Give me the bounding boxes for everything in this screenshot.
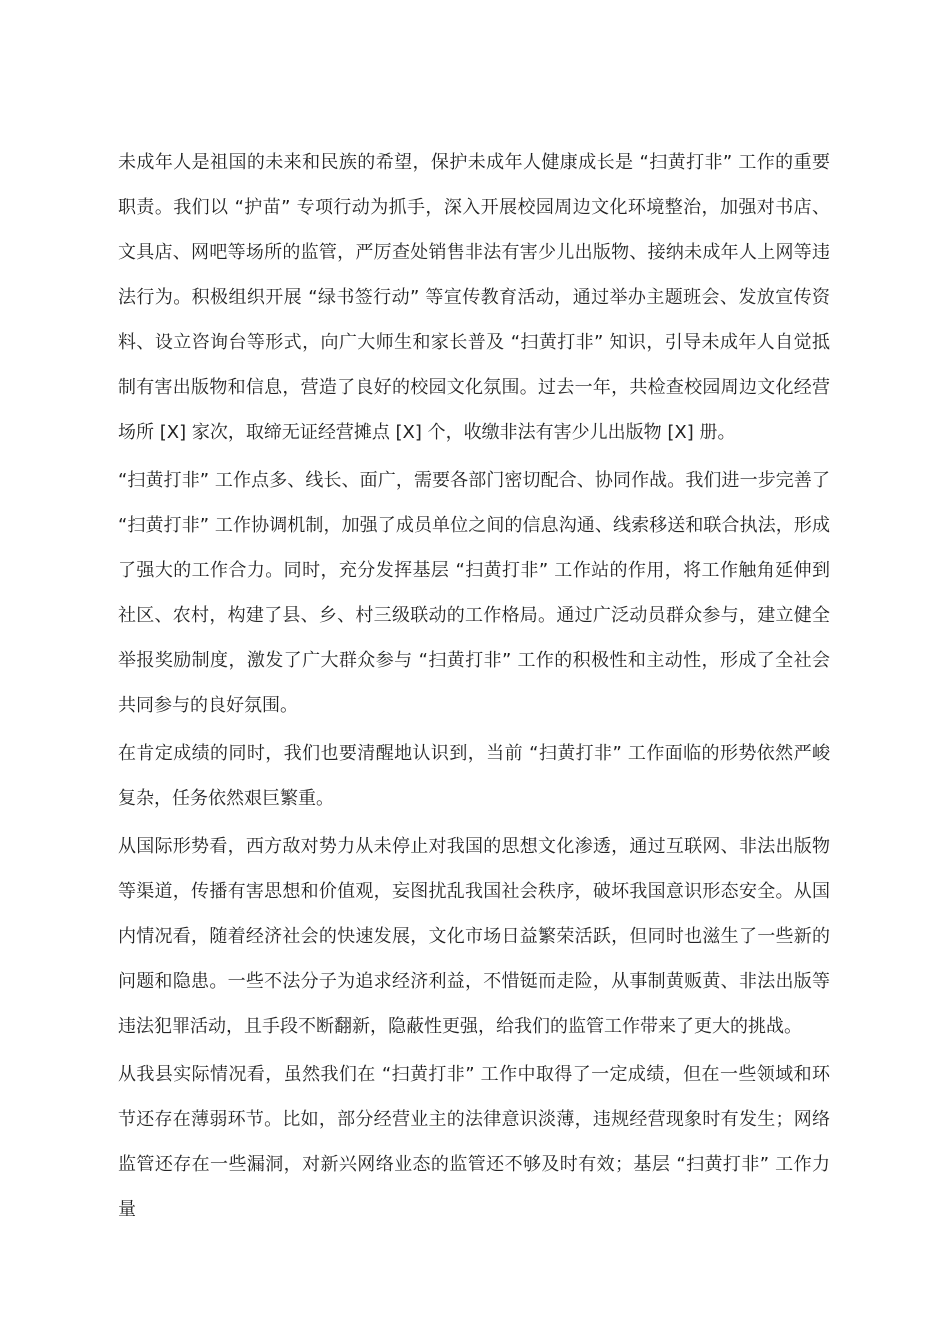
paragraph-international-domestic: 从国际形势看，西方敌对势力从未停止对我国的思想文化渗透，通过互联网、非法出版物等渠道，传播有害思想和价值观，妄图扰乱我国社会秩序，破坏我国意识形态安全。从国内情况看，随着经济社会的快速发展，文化市场日益繁荣活跃，但同时也滋生了一些新的问题和隐患。一些不法分子为追求经济利益，不惜铤而走险，从事制黄贩黄、非法出版等违法犯罪活动，且手段不断翻新，隐蔽性更强，给我们的监管工作带来了更大的挑战。: [118, 836, 830, 1037]
paragraph-minors-protection: 未成年人是祖国的未来和民族的希望，保护未成年人健康成长是 “扫黄打非” 工作的重要职责。我们以 “护苗” 专项行动为抓手，深入开展校园周边文化环境整治，加强对书店、文具店、网吧等场所的监管，严厉查处销售非法有害少儿出版物、接纳未成年人上网等违法行为。积极组织开展 “绿书签行动” 等宣传教育活动，通过举办主题班会、发放宣传资料、设立咨询台等形式，向广大师生和家长普及 “扫黄打非” 知识，引导未成年人自觉抵制有害出版物和信息，营造了良好的校园文化氛围。过去一年，共检查校园周边文化经营场所 [X] 家次，取缔无证经营摊点 [X] 个，收缴非法有害少儿出版物 [X] 册。: [118, 152, 830, 443]
paragraph-coordination: “扫黄打非” 工作点多、线长、面广，需要各部门密切配合、协同作战。我们进一步完善了 “扫黄打非” 工作协调机制，加强了成员单位之间的信息沟通、线索移送和联合执法，形成了强大的工作合力。同时，充分发挥基层 “扫黄打非” 工作站的作用，将工作触角延伸到社区、农村，构建了县、乡、村三级联动的工作格局。通过广泛动员群众参与，建立健全举报奖励制度，激发了广大群众参与 “扫黄打非” 工作的积极性和主动性，形成了全社会共同参与的良好氛围。: [118, 470, 830, 716]
paragraph-situation: 在肯定成绩的同时，我们也要清醒地认识到，当前 “扫黄打非” 工作面临的形势依然严峻复杂，任务依然艰巨繁重。: [118, 743, 830, 809]
paragraph-county-situation: 从我县实际情况看，虽然我们在 “扫黄打非” 工作中取得了一定成绩，但在一些领域和环节还存在薄弱环节。比如，部分经营业主的法律意识淡薄，违规经营现象时有发生；网络监管还存在一些漏洞，对新兴网络业态的监管还不够及时有效；基层 “扫黄打非” 工作力量: [118, 1064, 830, 1220]
document-body: [118, 140, 830, 1232]
